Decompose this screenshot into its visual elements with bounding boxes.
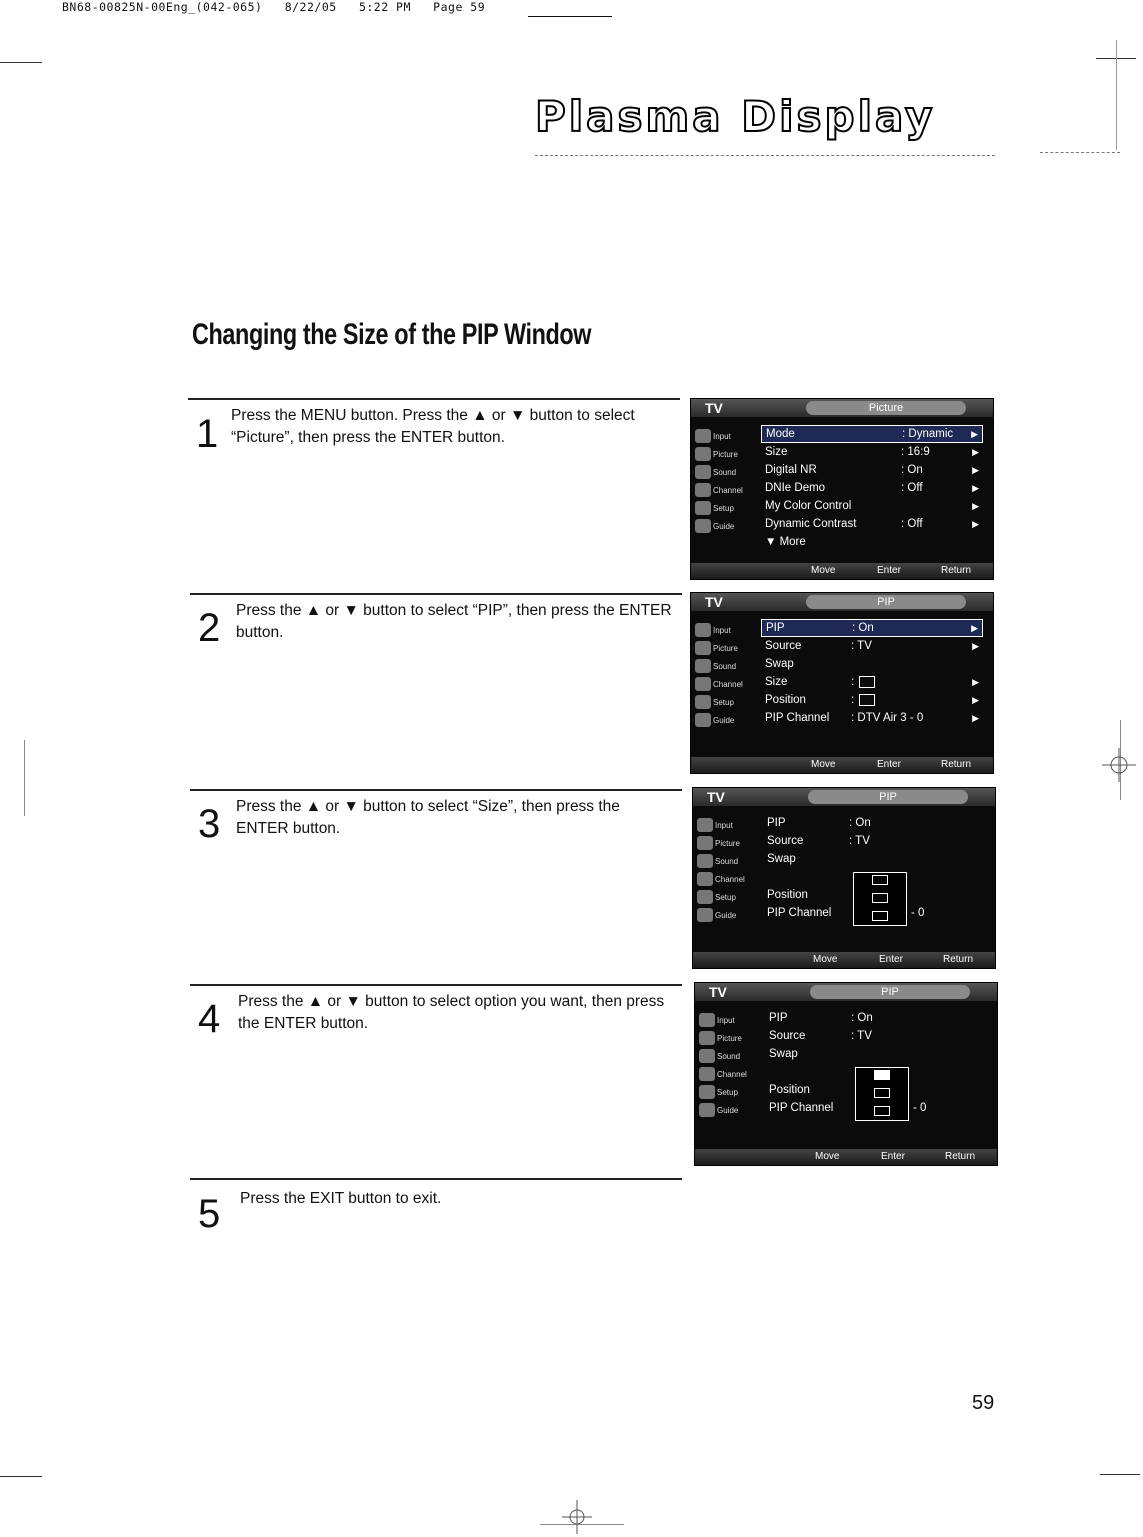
guide-icon <box>699 1103 715 1117</box>
osd-side-item: Guide <box>697 1103 757 1119</box>
osd-side-item: Picture <box>693 447 753 463</box>
osd-row: Swap <box>769 1048 798 1060</box>
osd-move-hint: Move <box>815 1151 840 1162</box>
osd-row: PIP : On <box>767 817 871 829</box>
pip-size-icon <box>859 676 875 688</box>
osd-side-item: Guide <box>693 713 753 729</box>
crop-mark <box>24 740 25 816</box>
osd-menu-rows <box>761 619 983 727</box>
osd-screenshot-picture-menu <box>690 398 994 580</box>
osd-row: Dynamic Contrast : Off ▶ <box>761 515 983 533</box>
picture-icon <box>699 1031 715 1045</box>
osd-side-item: Guide <box>693 519 753 535</box>
osd-side-item: Setup <box>695 890 755 906</box>
right-arrow-icon: ▶ <box>971 623 978 633</box>
osd-row: Size : 16:9 ▶ <box>761 443 983 461</box>
osd-side-item: Channel <box>697 1067 757 1083</box>
channel-icon <box>695 483 711 497</box>
crop-mark <box>1100 1474 1140 1475</box>
osd-menu-tab: PIP <box>808 790 968 804</box>
step-number: 2 <box>198 606 221 650</box>
osd-row: Digital NR : On ▶ <box>761 461 983 479</box>
osd-side-item: Input <box>693 623 753 639</box>
osd-side-item: Setup <box>693 695 753 711</box>
osd-row: PIP Channel : DTV Air 3 - 0 ▶ <box>761 709 983 727</box>
pip-size-double-icon <box>874 1106 890 1116</box>
osd-row: Swap <box>767 853 796 865</box>
osd-screenshot-pip-menu <box>690 592 994 774</box>
picture-icon <box>697 836 713 850</box>
pip-size-option-list <box>855 1067 909 1121</box>
osd-enter-hint: Enter <box>881 1151 905 1162</box>
crop-mark <box>1116 40 1117 150</box>
page-title: Changing the Size of the PIP Window <box>192 318 592 351</box>
input-icon <box>695 623 711 637</box>
osd-row: PIP Channel - 0 <box>769 1102 927 1114</box>
sound-icon <box>697 854 713 868</box>
registration-mark-icon <box>1102 748 1136 782</box>
osd-side-item: Picture <box>695 836 755 852</box>
osd-enter-hint: Enter <box>879 954 903 965</box>
osd-menu-rows <box>761 425 983 551</box>
osd-row: PIP Channel - 0 <box>767 907 925 919</box>
osd-side-item: Sound <box>693 465 753 481</box>
input-icon <box>695 429 711 443</box>
brand-title: Plasma Display <box>535 92 936 141</box>
osd-row: Swap <box>765 658 794 670</box>
step-divider <box>188 398 680 400</box>
osd-enter-hint: Enter <box>877 565 901 576</box>
osd-row: PIP : On <box>769 1012 873 1024</box>
right-arrow-icon: ▶ <box>972 641 979 651</box>
pip-position-icon <box>859 694 875 706</box>
step-number: 3 <box>198 802 221 846</box>
osd-return-hint: Return <box>941 759 972 770</box>
step-number: 4 <box>198 997 221 1041</box>
osd-screenshot-pip-size <box>692 787 996 969</box>
osd-row: Size : ▶ <box>761 673 983 691</box>
osd-row: My Color Control ▶ <box>761 497 983 515</box>
osd-side-item: Channel <box>693 677 753 693</box>
setup-icon <box>695 695 711 709</box>
step-text: Press the ▲ or ▼ button to select “Size”, then press the ENTER button. <box>236 798 620 837</box>
setup-icon <box>695 501 711 515</box>
banner-divider <box>1040 152 1120 153</box>
step-divider <box>190 1178 682 1180</box>
right-arrow-icon: ▶ <box>972 677 979 687</box>
osd-menu-tab: PIP <box>810 985 970 999</box>
step-number: 1 <box>196 412 219 456</box>
right-arrow-icon: ▶ <box>972 519 979 529</box>
osd-bottom-bar <box>691 563 993 579</box>
osd-side-menu <box>695 1001 757 1149</box>
picture-icon <box>695 641 711 655</box>
pip-size-large-icon <box>872 875 888 885</box>
osd-side-item: Picture <box>697 1031 757 1047</box>
osd-bottom-bar <box>695 1149 997 1165</box>
osd-tv-label: TV <box>707 789 725 805</box>
sound-icon <box>695 659 711 673</box>
channel-icon <box>695 677 711 691</box>
step-divider <box>190 789 682 791</box>
right-arrow-icon: ▶ <box>972 447 979 457</box>
osd-return-hint: Return <box>941 565 972 576</box>
osd-return-hint: Return <box>945 1151 976 1162</box>
osd-menu-tab: PIP <box>806 595 966 609</box>
right-arrow-icon: ▶ <box>971 429 978 439</box>
input-icon <box>699 1013 715 1027</box>
channel-icon <box>699 1067 715 1081</box>
step-number: 5 <box>198 1192 221 1236</box>
osd-row: Position <box>769 1084 810 1096</box>
pip-size-small-icon <box>872 893 888 903</box>
pip-size-double-icon <box>872 911 888 921</box>
banner-divider <box>535 155 995 156</box>
osd-side-item: Guide <box>695 908 755 924</box>
right-arrow-icon: ▶ <box>972 695 979 705</box>
osd-bottom-bar <box>693 952 995 968</box>
print-slug: BN68-00825N-00Eng_(042-065) 8/22/05 5:22 PM Page 59 <box>62 0 486 14</box>
setup-icon <box>699 1085 715 1099</box>
step-divider <box>190 593 682 595</box>
osd-side-item: Picture <box>693 641 753 657</box>
slug-underline <box>528 16 612 17</box>
guide-icon <box>695 713 711 727</box>
right-arrow-icon: ▶ <box>972 465 979 475</box>
osd-side-item: Sound <box>695 854 755 870</box>
osd-side-item: Sound <box>693 659 753 675</box>
sound-icon <box>695 465 711 479</box>
osd-side-item: Setup <box>693 501 753 517</box>
crop-mark <box>0 1476 42 1477</box>
osd-row: Source : TV <box>769 1030 872 1042</box>
right-arrow-icon: ▶ <box>972 713 979 723</box>
osd-row: Source : TV <box>767 835 870 847</box>
osd-move-hint: Move <box>811 565 836 576</box>
osd-row: Mode : Dynamic ▶ <box>761 425 983 443</box>
osd-side-item: Input <box>693 429 753 445</box>
osd-bottom-bar <box>691 757 993 773</box>
pip-size-option-list <box>853 872 907 926</box>
setup-icon <box>697 890 713 904</box>
osd-row: PIP : On ▶ <box>761 619 983 637</box>
pip-size-large-icon <box>874 1070 890 1080</box>
osd-return-hint: Return <box>943 954 974 965</box>
crop-mark <box>0 62 42 63</box>
picture-icon <box>695 447 711 461</box>
osd-enter-hint: Enter <box>877 759 901 770</box>
osd-row: Source : TV ▶ <box>761 637 983 655</box>
step-text: Press the EXIT button to exit. <box>240 1190 442 1207</box>
osd-side-item: Sound <box>697 1049 757 1065</box>
pip-size-small-icon <box>874 1088 890 1098</box>
osd-row: DNIe Demo : Off ▶ <box>761 479 983 497</box>
osd-screenshot-pip-size-select <box>694 982 998 1166</box>
osd-side-item: Channel <box>695 872 755 888</box>
step-text: Press the MENU button. Press the ▲ or ▼ button to select “Picture”, then press the ENTER button. <box>231 407 635 446</box>
input-icon <box>697 818 713 832</box>
registration-mark-icon <box>562 1500 592 1534</box>
page-number: 59 <box>972 1392 995 1414</box>
osd-row: Position : ▶ <box>761 691 983 709</box>
osd-side-item: Input <box>697 1013 757 1029</box>
step-divider <box>190 984 682 986</box>
osd-move-hint: Move <box>811 759 836 770</box>
osd-tv-label: TV <box>705 400 723 416</box>
osd-side-item: Channel <box>693 483 753 499</box>
osd-side-item: Setup <box>697 1085 757 1101</box>
right-arrow-icon: ▶ <box>972 483 979 493</box>
osd-menu-tab: Picture <box>806 401 966 415</box>
right-arrow-icon: ▶ <box>972 501 979 511</box>
osd-side-menu <box>691 611 753 757</box>
osd-side-menu <box>693 806 755 952</box>
step-text: Press the ▲ or ▼ button to select option you want, then press the ENTER button. <box>238 993 665 1032</box>
guide-icon <box>695 519 711 533</box>
osd-row: ▼ More <box>765 536 806 548</box>
step-text: Press the ▲ or ▼ button to select “PIP”, then press the ENTER button. <box>236 602 672 641</box>
osd-row: Position <box>767 889 808 901</box>
osd-tv-label: TV <box>709 984 727 1000</box>
guide-icon <box>697 908 713 922</box>
osd-side-menu <box>691 417 753 563</box>
osd-move-hint: Move <box>813 954 838 965</box>
channel-icon <box>697 872 713 886</box>
osd-tv-label: TV <box>705 594 723 610</box>
sound-icon <box>699 1049 715 1063</box>
osd-side-item: Input <box>695 818 755 834</box>
